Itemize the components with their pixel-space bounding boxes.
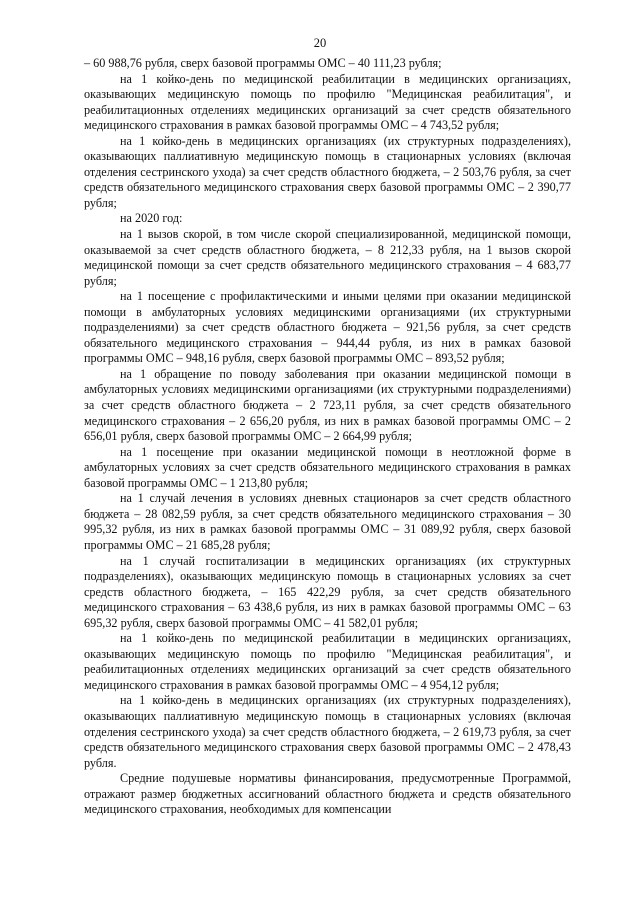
paragraph-day-hospital-case-2020: на 1 случай лечения в условиях дневных стационаров за счет средств областного бюджета – 28 082,59 рубля, за счет средств обязательного медицинского страхования – 30 995,32 рубля, из них в рамках базовой программы ОМС – 31 089,92 рубля, сверх базовой программы ОМС – 21 685,28 рубля;: [84, 491, 571, 552]
paragraph-hospitalization-case-2020: на 1 случай госпитализации в медицинских организациях (их структурных подразделениях), оказывающих медицинскую помощь в стационарных условиях за счет средств областного бюджета, – 165 422,29 рубля, за счет средств обязательного медицинского страхования – 63 438,6 рубля, из них в рамках базовой программы ОМС – 63 695,32 рубля, сверх базовой программы ОМС – 41 582,01 рубля;: [84, 553, 571, 630]
paragraph-urgent-visit-2020: на 1 посещение при оказании медицинской помощи в неотложной форме в амбулаторных условиях за счет средств обязательного медицинского страхования в рамках базовой программы ОМС – 1 213,80 рубля;: [84, 444, 571, 490]
paragraph-continuation: – 60 988,76 рубля, сверх базовой программы ОМС – 40 111,23 рубля;: [84, 56, 442, 70]
paragraph-per-capita-standards: Средние подушевые нормативы финансирования, предусмотренные Программой, отражают размер бюджетных ассигнований областного бюджета и средств обязательного медицинского страхования, необходимых для компенсации: [84, 771, 571, 817]
paragraph-palliative-bed-day-2020: на 1 койко-день в медицинских организациях (их структурных подразделениях), оказывающих паллиативную медицинскую помощь в стационарных условиях (включая отделения сестринского ухода) за счет средств областного бюджета, – 2 619,73 рубля, за счет средств обязательного медицинского страхования сверх базовой программы ОМС – 2 478,43 рубля.: [84, 693, 571, 770]
document-body: [84, 56, 571, 818]
page-number: 20: [313, 36, 327, 50]
paragraph-palliative-bed-day-2019: на 1 койко-день в медицинских организациях (их структурных подразделениях), оказывающих паллиативную медицинскую помощь в стационарных условиях (включая отделения сестринского ухода) за счет средств областного бюджета, – 2 503,76 рубля, за счет средств обязательного медицинского страхования сверх базовой программы ОМС – 2 390,77 рубля;: [84, 133, 571, 210]
paragraph-year-2020-heading: на 2020 год:: [120, 211, 183, 226]
paragraph-disease-appeal-2020: на 1 обращение по поводу заболевания при оказании медицинской помощи в амбулаторных условиях медицинскими организациями (их структурными подразделениями) за счет средств областного бюджета – 2 723,11 рубля, за счет средств обязательного медицинского страхования – 2 656,20 рубля, из них в рамках базовой программы ОМС – 2 656,01 рубля, сверх базовой программы ОМС – 2 664,99 рубля;: [84, 366, 571, 444]
paragraph-rehab-bed-day-2019: на 1 койко-день по медицинской реабилитации в медицинских организациях, оказывающих медицинскую помощь по профилю "Медицинская реабилитация", и реабилитационных отделениях медицинских организаций за счет средств обязательного медицинского страхования в рамках базовой программы ОМС – 4 743,52 рубля;: [84, 71, 571, 133]
paragraph-rehab-bed-day-2020: на 1 койко-день по медицинской реабилитации в медицинских организациях, оказывающих медицинскую помощь по профилю "Медицинская реабилитация", и реабилитационных отделениях медицинских организаций за счет средств обязательного медицинского страхования в рамках базовой программы ОМС – 4 954,12 рубля;: [84, 631, 571, 692]
paragraph-ambulance-call-2020: на 1 вызов скорой, в том числе скорой специализированной, медицинской помощи, оказываемой за счет средств областного бюджета, – 8 212,33 рубля, на 1 вызов скорой медицинской помощи за счет средств обязательного медицинского страхования – 4 683,77 рубля;: [84, 227, 571, 288]
paragraph-preventive-visit-2020: на 1 посещение с профилактическими и иными целями при оказании медицинской помощи в амбулаторных условиях медицинскими организациями (их структурными подразделениями) за счет средств областного бюджета – 921,56 рубля, за счет средств обязательного медицинского страхования – 944,44 рубля, из них в рамках базовой программы ОМС – 948,16 рубля, сверх базовой программы ОМС – 893,52 рубля;: [84, 289, 571, 366]
